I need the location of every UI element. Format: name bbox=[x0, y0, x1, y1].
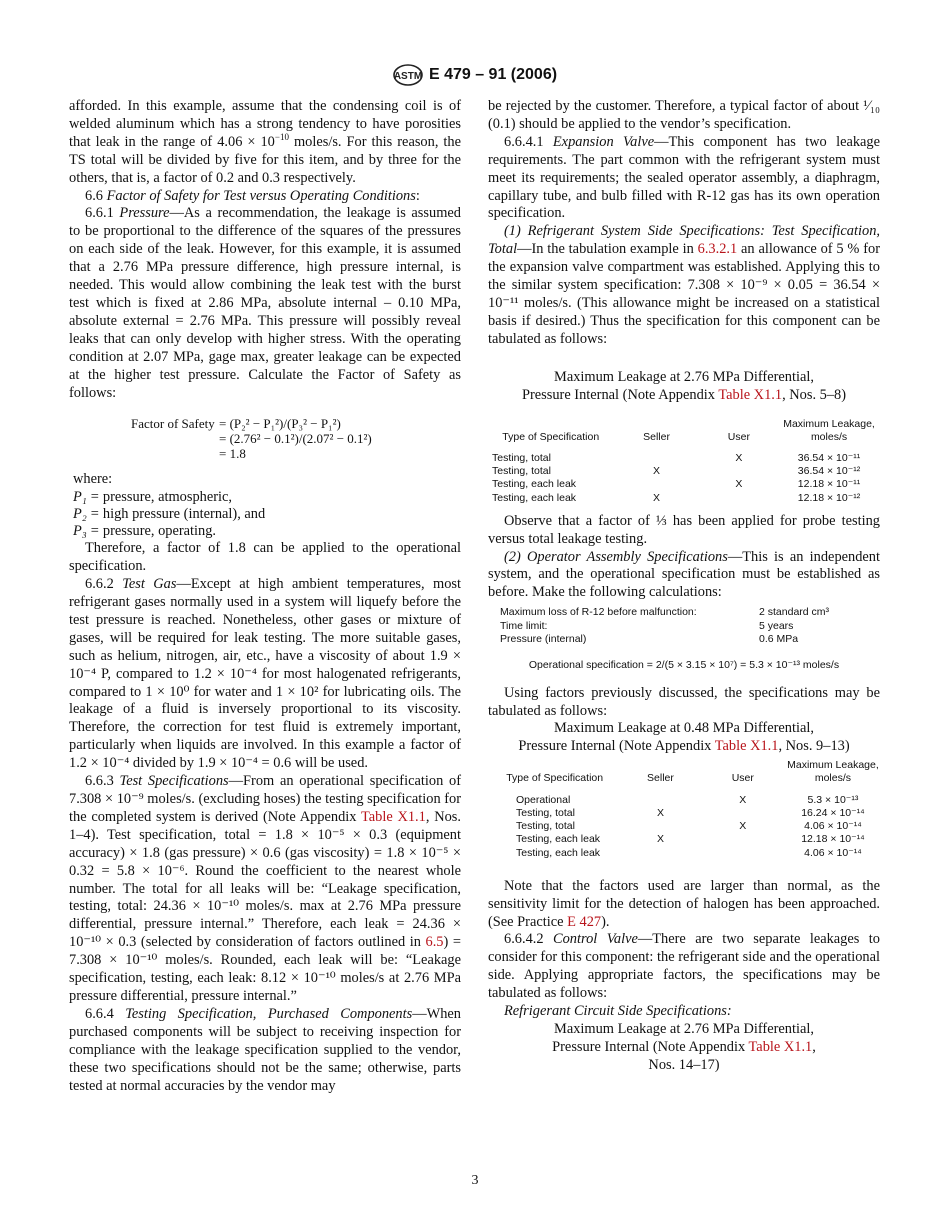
section-6-6-1: 6.6.1 Pressure—As a recommendation, the leakage is assumed to be proportional to the difference of the squares of the pressures on each side of the leak. However, for this example, it is assumed that a 2.76 MPa pressure difference, high pressure internal, is needed. This would allow combining the leak test with the burst test which is fixed at 2.86 MPa, absolute internal – 0.10 MPa, absolute external = 2.76 MPa. This pressure will possibly reveal leaks that can only develop with higher stress. With the operating condition at 2.07 MPa, gage max, greater leakage can be expected at the higher test pressure. Calculate the Factor of Safety as follows: bbox=[69, 205, 461, 401]
table-row: Testing, total X 36.54 × 10⁻¹² bbox=[492, 465, 861, 478]
factor-of-safety-equation: Factor of Safety = (P₂² − P₁²)/(P₃² − P₁²) = (2.76² − 0.1²)/(2.07² − 0.1²) = 1.8 bbox=[131, 416, 372, 462]
table-x1-1-link[interactable]: Table X1.1 bbox=[360, 808, 426, 825]
table-x1-1-link[interactable]: Table X1.1 bbox=[748, 1038, 813, 1055]
section-6-6: 6.6 Factor of Safety for Test versus Operating Conditions: bbox=[85, 187, 420, 204]
section-6-6-4-1: 6.6.4.1 Expansion Valve—This component has two leakage requirements. The part common with the refrigerant system must meet its requirements; the sealed operator assembly, a diaphragm, capillary tube, and bulb filled with R-12 gas has its own operation specification. bbox=[488, 133, 881, 222]
table-row: Testing, total X 4.06 × 10⁻¹⁴ bbox=[516, 820, 862, 833]
leakage-table-1: Type of Specification Seller User Maximum Leakage, moles/s Testing, total X 36.54 × 10⁻¹¹ Testing, total X 36.54 × 10⁻¹² Testing, each leak X 12.18 × 10⁻¹¹ Testing, each leak X 12.18 × 10⁻¹² bbox=[488, 417, 880, 505]
table-row: Testing, each leak 4.06 × 10⁻¹⁴ bbox=[516, 846, 862, 859]
astm-logo-icon bbox=[393, 64, 423, 86]
table-x1-1-link[interactable]: Table X1.1 bbox=[714, 738, 779, 755]
section-6-6-4: 6.6.4 Testing Specification, Purchased Components—When purchased components will be subject to receiving inspection for compliance with the leakage specification supplied to the vendor, these two specifications should not be the same; otherwise, parts tested at normal accuracies by the vendor may bbox=[69, 1005, 461, 1094]
table-caption: Maximum Leakage at 2.76 MPa Differential, bbox=[554, 1020, 814, 1037]
table-row: Testing, each leak X 12.18 × 10⁻¹⁴ bbox=[516, 833, 865, 846]
table-caption: Pressure Internal (Note Appendix Table X1.1, Nos. 9–13) bbox=[518, 738, 850, 755]
svg-text:ASTM: ASTM bbox=[393, 71, 423, 82]
table-caption: Maximum Leakage at 0.48 MPa Differential, bbox=[554, 720, 814, 737]
table-row: Testing, each leak X 12.18 × 10⁻¹² bbox=[492, 491, 861, 504]
table-row: Testing, each leak X 12.18 × 10⁻¹¹ bbox=[492, 478, 861, 491]
leakage-table-2: Type of Specification Seller User Maximum Leakage, moles/s Operational X 5.3 × 10⁻¹³ Testing, total X 16.24 × 10⁻¹⁴ Testing, total X 4.06 × 10⁻¹⁴ Testing, each leak X 12.18 × 10⁻¹⁴ Testing, each leak 4.06 × 10⁻¹⁴ bbox=[488, 758, 880, 859]
table-row: Operational X 5.3 × 10⁻¹³ bbox=[516, 793, 859, 806]
section-6-5-link[interactable]: 6.5 bbox=[425, 934, 444, 951]
section-6-6-4-2: 6.6.4.2 Control Valve—There are two separate leakages to consider for this component: the refrigerant side and the operational side. Applying appropriate factors, the specifications may be tabulated as follows: bbox=[488, 931, 880, 1002]
paragraph: Therefore, a factor of 1.8 can be applied to the operational specification. bbox=[69, 540, 461, 575]
document-designation: E 479 – 91 (2006) bbox=[428, 66, 558, 84]
table-caption: Maximum Leakage at 2.76 MPa Differential, bbox=[554, 368, 814, 385]
page-header bbox=[0, 64, 950, 86]
left-column bbox=[69, 98, 461, 1095]
right-column bbox=[488, 98, 880, 1075]
table-caption: Pressure Internal (Note Appendix Table X1.1, bbox=[552, 1038, 816, 1055]
table-caption: Pressure Internal (Note Appendix Table X1.1, Nos. 5–8) bbox=[521, 386, 847, 403]
paragraph: be rejected by the customer. Therefore, a typical factor of about ¹⁄₁₀ (0.1) should be applied to the vendor’s specification. bbox=[488, 98, 880, 132]
page-number: 3 bbox=[471, 1173, 479, 1188]
refrigerant-system-side-paragraph: (1) Refrigerant System Side Specifications: Test Specification, Total—In the tabulation example in 6.3.2.1 an allowance of 5 % for the expansion valve compartment was established. Applying this to the similar system specification: 7.308 × 10⁻⁹ × 0.05 = 36.54 × 10⁻¹¹ moles/s. (This allowance might be increased on a statistical basis if desired.) Thus the specification for this component can be tabulated as follows: bbox=[488, 223, 881, 347]
calculation-list: Maximum loss of R-12 before malfunction: 2 standard cm³ Time limit: 5 years Pressure (internal) 0.6 MPa bbox=[500, 606, 830, 646]
where-list: where: P₁ = pressure, atmospheric, P₂ = high pressure (internal), and P₃ = pressure, operating. bbox=[73, 471, 266, 540]
section-6-3-2-1-link[interactable]: 6.3.2.1 bbox=[697, 241, 738, 258]
section-6-6-2: 6.6.2 Test Gas—Except at high ambient temperatures, most refrigerant gases normally used in a system will liquefy before the test pressure is reached. Nonetheless, other gases or mixture of gases, will be required for leak testing. The more suitable gases, such as helium, nitrogen, air, etc., have a viscosity of about 1.9 × 10⁻⁴ P, compared to 1.2 × 10⁻⁴ for most halogenated refrigerants, compared to 1 × 10⁰ for water and 1 × 10² for lubricating oils. The leakage of a fluid is inversely proportional to its viscosity. Therefore, the correction for test fluid is extremely important, particularly when liquids are involved. In this example a factor of 1.2 × 10⁻⁴ divided by 1.9 × 10⁻⁴ = 0.6 will be used. bbox=[69, 576, 462, 772]
table-row: Testing, total X 16.24 × 10⁻¹⁴ bbox=[516, 806, 865, 819]
section-6-6-3: 6.6.3 Test Specifications—From an operational specification of 7.308 × 10⁻⁹ moles/s. (excluding hoses) the testing specification for the completed system is derived (Note Appendix Table X1.1, Nos. 1–4). Test specification, total = 1.8 × 10⁻⁵ × 0.3 (equipment accuracy) × 1.8 (gas pressure) × 0.6 (gas viscosity) = 1.8 × 10⁻⁵ × 0.32 = 5.8 × 10⁻⁶. Round the coefficient to the nearest whole number. The total for all leaks will be: “Leakage specification, testing, total: 24.36 × 10⁻¹⁰ moles/s. max at 2.76 MPa pressure differential, pressure internal.” Therefore, each leak = 24.36 × 10⁻¹⁰ × 0.3 (selected by consideration of factors outlined in 6.5) = 7.308 × 10⁻¹⁰ moles/s. Rounded, each leak will be: “Leakage specification, testing, each leak: 8.12 × 10⁻¹⁰ moles/s at 2.76 MPa pressure differential, pressure internal.” bbox=[69, 773, 462, 1004]
paragraph: Observe that a factor of ⅓ has been applied for probe testing versus total leakage testing. bbox=[488, 512, 880, 547]
operational-specification: Operational specification = 2/(5 × 3.15 × 10⁷) = 5.3 × 10⁻¹³ moles/s bbox=[528, 658, 840, 671]
refrigerant-circuit-heading: Refrigerant Circuit Side Specifications: bbox=[504, 1003, 732, 1020]
paragraph: afforded. In this example, assume that the condensing coil is of welded aluminum which has a strong tendency to have porosities that leak in the range of $4.06 \times 10^{-10}$ moles/s. For this reason, the TS total will be divided by five for this item, and by three for the others, that is, a factor of 0.2 and 0.3 respectively. bbox=[69, 98, 461, 186]
operator-assembly-paragraph: (2) Operator Assembly Specifications—This is an independent system, and the operational specification must be established as before. Make the following calculations: bbox=[488, 548, 880, 601]
paragraph: Using factors previously discussed, the specifications may be tabulated as follows: bbox=[488, 684, 880, 719]
table-row: Testing, total X 36.54 × 10⁻¹¹ bbox=[492, 451, 861, 464]
table-caption: Nos. 14–17) bbox=[648, 1056, 720, 1073]
practice-e427-link[interactable]: E 427 bbox=[567, 913, 602, 930]
paragraph: Note that the factors used are larger than normal, as the sensitivity limit for the detection of halogen has been approached. (See Practice E 427). bbox=[488, 877, 880, 930]
table-x1-1-link[interactable]: Table X1.1 bbox=[718, 386, 783, 403]
